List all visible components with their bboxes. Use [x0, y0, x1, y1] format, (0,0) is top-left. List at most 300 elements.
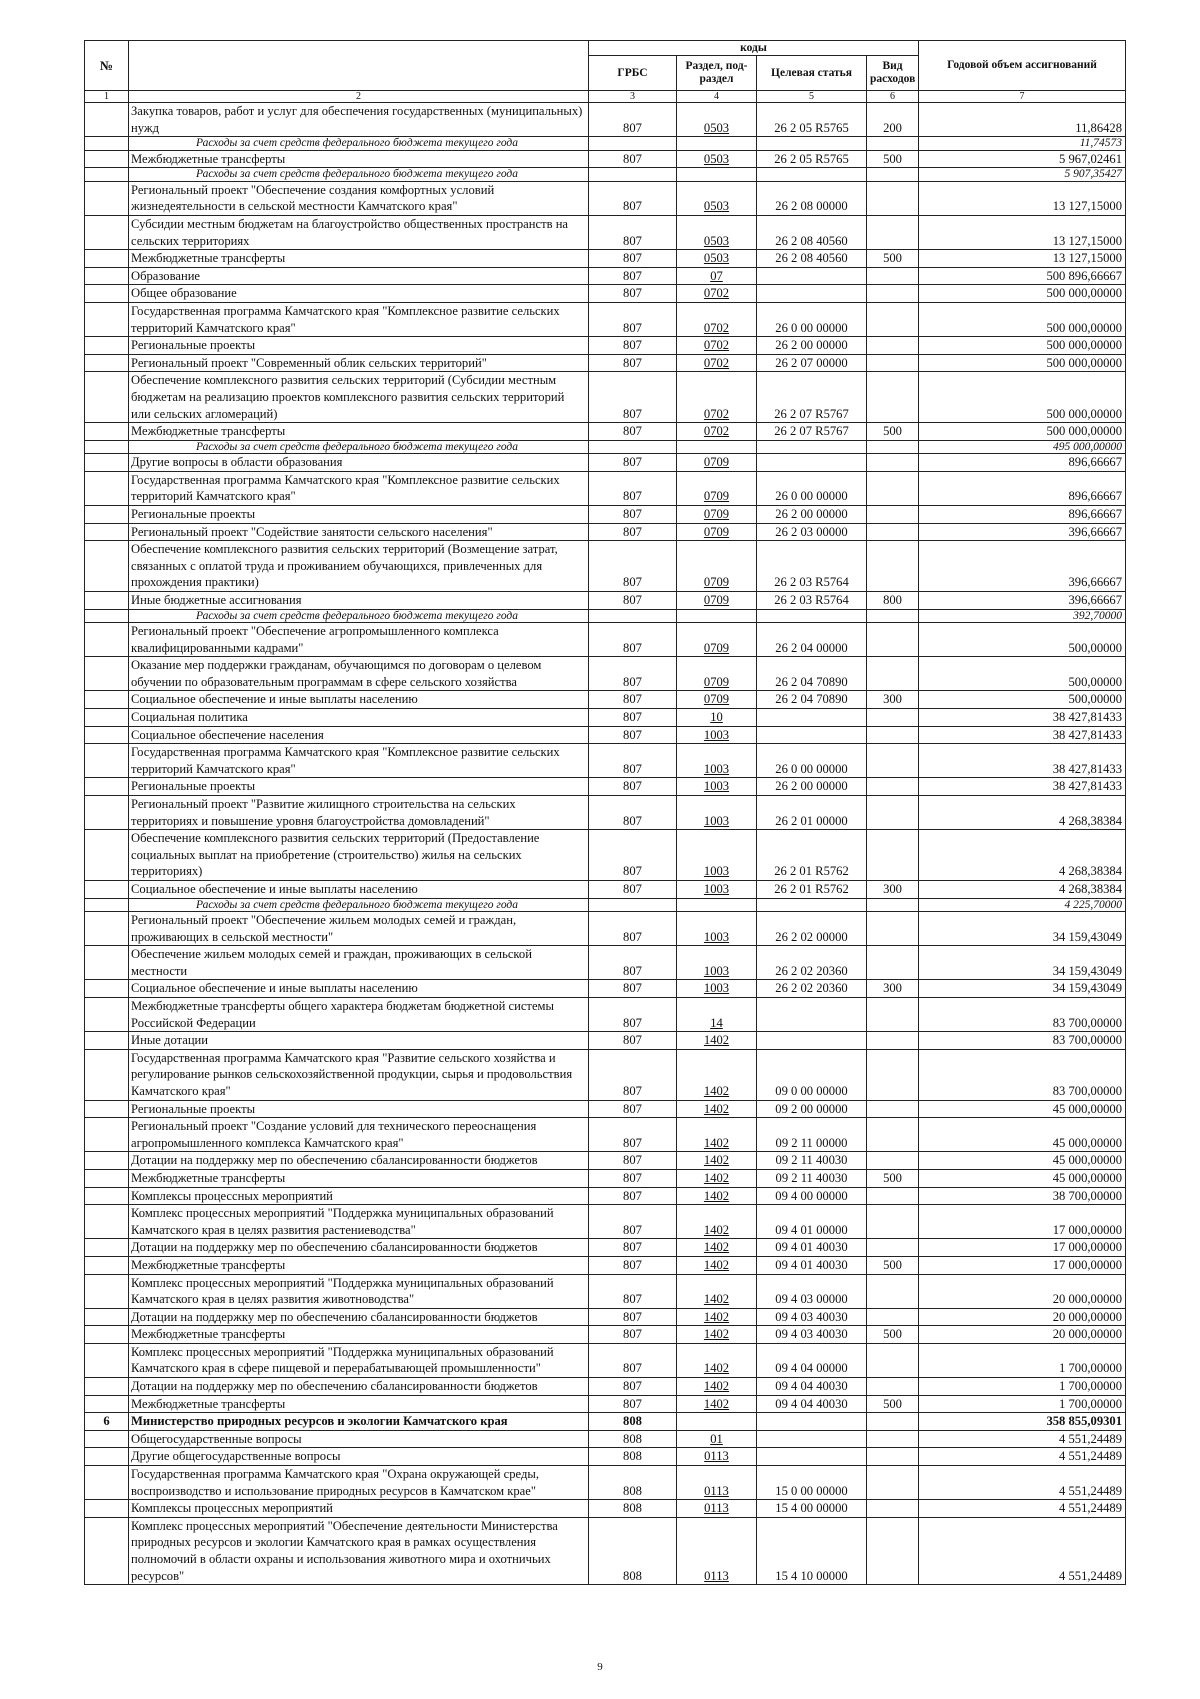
header-name — [129, 41, 589, 91]
row-sum: 83 700,00000 — [919, 998, 1126, 1032]
row-target: 26 2 07 R5767 — [757, 423, 867, 441]
row-section: 14 — [677, 998, 757, 1032]
row-grbs: 807 — [589, 830, 677, 881]
row-name: Расходы за счет средств федерального бюджета текущего года — [129, 440, 589, 454]
header-codes: коды — [589, 41, 919, 56]
row-name: Комплекс процессных мероприятий "Поддержка муниципальных образований Камчатского края в целях развития животноводства" — [129, 1274, 589, 1308]
page-number: 9 — [597, 1661, 603, 1673]
row-number — [85, 285, 129, 303]
row-section: 1402 — [677, 1187, 757, 1205]
row-number — [85, 215, 129, 249]
row-name: Комплекс процессных мероприятий "Обеспечение деятельности Министерства природных ресурсов и экологии Камчатского края в рамках осуществления полномочий в области охраны и использования животного мира и охотничьих ресурсов" — [129, 1517, 589, 1584]
row-name: Дотации на поддержку мер по обеспечению сбалансированности бюджетов — [129, 1239, 589, 1257]
row-type — [867, 541, 919, 592]
row-grbs: 807 — [589, 998, 677, 1032]
row-type — [867, 440, 919, 454]
row-type — [867, 1032, 919, 1050]
row-section: 0709 — [677, 523, 757, 541]
table-row — [85, 1239, 1126, 1257]
row-type: 500 — [867, 423, 919, 441]
row-type: 500 — [867, 1395, 919, 1413]
row-type — [867, 1049, 919, 1100]
row-grbs: 807 — [589, 1326, 677, 1344]
row-number — [85, 912, 129, 946]
row-sum: 13 127,15000 — [919, 250, 1126, 268]
row-target: 26 2 04 70890 — [757, 691, 867, 709]
row-grbs: 807 — [589, 250, 677, 268]
row-target: 09 2 11 00000 — [757, 1118, 867, 1152]
row-target — [757, 1413, 867, 1431]
row-section: 10 — [677, 709, 757, 727]
row-section: 1003 — [677, 980, 757, 998]
row-type: 500 — [867, 1256, 919, 1274]
row-section: 1402 — [677, 1378, 757, 1396]
row-type — [867, 1100, 919, 1118]
row-sum: 392,70000 — [919, 609, 1126, 623]
row-grbs: 807 — [589, 744, 677, 778]
table-row — [85, 1118, 1126, 1152]
row-grbs — [589, 168, 677, 182]
table-row — [85, 1500, 1126, 1518]
row-name: Государственная программа Камчатского края "Охрана окружающей среды, воспроизводство и использование природных ресурсов в Камчатском крае" — [129, 1466, 589, 1500]
row-number — [85, 795, 129, 829]
row-target: 09 4 01 40030 — [757, 1239, 867, 1257]
row-type: 300 — [867, 880, 919, 898]
row-grbs: 807 — [589, 372, 677, 423]
row-type — [867, 1343, 919, 1377]
row-section: 0702 — [677, 423, 757, 441]
row-grbs: 808 — [589, 1500, 677, 1518]
row-number — [85, 980, 129, 998]
row-name: Региональный проект "Развитие жилищного строительства на сельских территориях и повышение уровня благоустройства домовладений" — [129, 795, 589, 829]
row-type — [867, 726, 919, 744]
row-grbs: 807 — [589, 778, 677, 796]
row-sum: 20 000,00000 — [919, 1274, 1126, 1308]
row-name: Межбюджетные трансферты — [129, 423, 589, 441]
row-target: 26 0 00 00000 — [757, 471, 867, 505]
row-name: Общегосударственные вопросы — [129, 1430, 589, 1448]
row-sum: 396,66667 — [919, 591, 1126, 609]
row-type — [867, 354, 919, 372]
row-section: 1402 — [677, 1049, 757, 1100]
row-type: 500 — [867, 250, 919, 268]
row-section: 1402 — [677, 1274, 757, 1308]
row-target: 09 4 03 00000 — [757, 1274, 867, 1308]
row-number — [85, 830, 129, 881]
row-sum: 38 700,00000 — [919, 1187, 1126, 1205]
row-target: 26 2 07 R5767 — [757, 372, 867, 423]
row-name: Социальное обеспечение населения — [129, 726, 589, 744]
row-name: Региональный проект "Содействие занятости сельского населения" — [129, 523, 589, 541]
row-grbs: 807 — [589, 657, 677, 691]
row-type — [867, 215, 919, 249]
table-row — [85, 1326, 1126, 1344]
row-type — [867, 285, 919, 303]
row-name: Социальное обеспечение и иные выплаты населению — [129, 980, 589, 998]
note-row — [85, 168, 1126, 182]
row-number — [85, 998, 129, 1032]
row-name: Государственная программа Камчатского края "Развитие сельского хозяйства и регулирование рынков сельскохозяйственной продукции, сырья и продовольствия Камчатского края" — [129, 1049, 589, 1100]
row-target: 26 2 01 R5762 — [757, 880, 867, 898]
row-number — [85, 1118, 129, 1152]
row-section: 1003 — [677, 946, 757, 980]
row-grbs: 807 — [589, 103, 677, 137]
row-section: 0113 — [677, 1500, 757, 1518]
row-number — [85, 898, 129, 912]
row-type — [867, 1500, 919, 1518]
row-grbs: 807 — [589, 523, 677, 541]
header-target: Целевая статья — [757, 56, 867, 91]
row-name: Региональные проекты — [129, 1100, 589, 1118]
row-name: Межбюджетные трансферты — [129, 1169, 589, 1187]
row-type — [867, 1118, 919, 1152]
table-row — [85, 337, 1126, 355]
table-row — [85, 623, 1126, 657]
row-name: Субсидии местным бюджетам на благоустройство общественных пространств на сельских территориях — [129, 215, 589, 249]
row-number — [85, 1448, 129, 1466]
row-number — [85, 440, 129, 454]
row-name: Расходы за счет средств федерального бюджета текущего года — [129, 898, 589, 912]
row-target — [757, 454, 867, 472]
row-grbs: 807 — [589, 1239, 677, 1257]
table-row — [85, 1343, 1126, 1377]
row-sum: 4 551,24489 — [919, 1448, 1126, 1466]
row-target: 26 2 07 00000 — [757, 354, 867, 372]
row-type: 500 — [867, 1326, 919, 1344]
row-grbs — [589, 440, 677, 454]
row-section: 1003 — [677, 912, 757, 946]
row-grbs: 807 — [589, 215, 677, 249]
row-sum: 45 000,00000 — [919, 1152, 1126, 1170]
row-number — [85, 1032, 129, 1050]
row-number — [85, 337, 129, 355]
row-sum: 38 427,81433 — [919, 709, 1126, 727]
row-number — [85, 372, 129, 423]
row-name: Иные бюджетные ассигнования — [129, 591, 589, 609]
row-target: 26 0 00 00000 — [757, 302, 867, 336]
row-type — [867, 1466, 919, 1500]
row-number — [85, 946, 129, 980]
row-number — [85, 423, 129, 441]
row-target: 26 2 02 20360 — [757, 980, 867, 998]
row-name: Обеспечение жильем молодых семей и граждан, проживающих в сельской местности — [129, 946, 589, 980]
row-section: 0503 — [677, 250, 757, 268]
row-sum: 11,74573 — [919, 137, 1126, 151]
row-number — [85, 691, 129, 709]
row-sum: 500 000,00000 — [919, 302, 1126, 336]
row-type — [867, 454, 919, 472]
row-target: 26 2 08 40560 — [757, 215, 867, 249]
table-row — [85, 454, 1126, 472]
row-number — [85, 168, 129, 182]
row-target — [757, 137, 867, 151]
row-grbs: 807 — [589, 1343, 677, 1377]
row-sum: 17 000,00000 — [919, 1256, 1126, 1274]
table-row — [85, 215, 1126, 249]
row-sum: 396,66667 — [919, 541, 1126, 592]
row-type: 300 — [867, 980, 919, 998]
row-number: 6 — [85, 1413, 129, 1431]
row-sum: 896,66667 — [919, 454, 1126, 472]
row-number — [85, 1517, 129, 1584]
row-number — [85, 1239, 129, 1257]
row-name: Комплекс процессных мероприятий "Поддержка муниципальных образований Камчатского края в целях развития растениеводства" — [129, 1205, 589, 1239]
header-number: 7 — [919, 91, 1126, 103]
row-target — [757, 998, 867, 1032]
row-target: 26 2 00 00000 — [757, 505, 867, 523]
row-name: Межбюджетные трансферты — [129, 150, 589, 168]
row-sum: 500 000,00000 — [919, 354, 1126, 372]
row-section: 0702 — [677, 285, 757, 303]
row-number — [85, 880, 129, 898]
row-number — [85, 302, 129, 336]
row-number — [85, 1205, 129, 1239]
row-section: 1402 — [677, 1205, 757, 1239]
row-target: 09 0 00 00000 — [757, 1049, 867, 1100]
table-row — [85, 471, 1126, 505]
row-sum: 1 700,00000 — [919, 1395, 1126, 1413]
note-row — [85, 440, 1126, 454]
row-target: 26 2 03 R5764 — [757, 541, 867, 592]
row-name: Дотации на поддержку мер по обеспечению сбалансированности бюджетов — [129, 1308, 589, 1326]
row-section: 1003 — [677, 726, 757, 744]
row-number — [85, 657, 129, 691]
row-number — [85, 267, 129, 285]
row-name: Региональные проекты — [129, 337, 589, 355]
row-sum: 4 225,70000 — [919, 898, 1126, 912]
row-grbs: 807 — [589, 337, 677, 355]
row-number — [85, 726, 129, 744]
table-row — [85, 541, 1126, 592]
row-grbs: 807 — [589, 471, 677, 505]
row-number — [85, 1378, 129, 1396]
row-grbs: 807 — [589, 980, 677, 998]
row-target — [757, 1032, 867, 1050]
row-type: 500 — [867, 1169, 919, 1187]
row-sum: 500,00000 — [919, 623, 1126, 657]
table-row — [85, 1517, 1126, 1584]
row-grbs: 807 — [589, 150, 677, 168]
row-section: 0709 — [677, 454, 757, 472]
table-row — [85, 880, 1126, 898]
row-number — [85, 1343, 129, 1377]
row-type — [867, 137, 919, 151]
row-type — [867, 372, 919, 423]
row-name: Межбюджетные трансферты — [129, 1326, 589, 1344]
table-row — [85, 372, 1126, 423]
row-grbs: 807 — [589, 423, 677, 441]
row-grbs: 807 — [589, 1118, 677, 1152]
row-sum: 20 000,00000 — [919, 1308, 1126, 1326]
row-section: 1402 — [677, 1256, 757, 1274]
row-name: Общее образование — [129, 285, 589, 303]
row-grbs: 807 — [589, 726, 677, 744]
row-type — [867, 912, 919, 946]
row-name: Комплекс процессных мероприятий "Поддержка муниципальных образований Камчатского края в сфере пищевой и перерабатывающей промышленности" — [129, 1343, 589, 1377]
row-name: Межбюджетные трансферты общего характера бюджетам бюджетной системы Российской Федерации — [129, 998, 589, 1032]
row-sum: 17 000,00000 — [919, 1239, 1126, 1257]
row-grbs: 807 — [589, 795, 677, 829]
row-name: Региональные проекты — [129, 505, 589, 523]
row-sum: 11,86428 — [919, 103, 1126, 137]
row-type — [867, 623, 919, 657]
row-section: 0113 — [677, 1517, 757, 1584]
table-row — [85, 181, 1126, 215]
row-section: 1003 — [677, 778, 757, 796]
row-grbs: 807 — [589, 181, 677, 215]
row-sum: 500 000,00000 — [919, 337, 1126, 355]
row-sum: 4 551,24489 — [919, 1430, 1126, 1448]
table-row — [85, 709, 1126, 727]
row-section: 1003 — [677, 795, 757, 829]
row-sum: 495 000,00000 — [919, 440, 1126, 454]
row-type — [867, 898, 919, 912]
row-number — [85, 541, 129, 592]
row-number — [85, 1466, 129, 1500]
row-grbs: 807 — [589, 541, 677, 592]
row-target: 26 2 03 00000 — [757, 523, 867, 541]
row-name: Социальное обеспечение и иные выплаты населению — [129, 880, 589, 898]
row-sum: 500 896,66667 — [919, 267, 1126, 285]
row-name: Социальное обеспечение и иные выплаты населению — [129, 691, 589, 709]
row-section: 0503 — [677, 150, 757, 168]
row-sum: 358 855,09301 — [919, 1413, 1126, 1431]
row-number — [85, 1274, 129, 1308]
row-sum: 20 000,00000 — [919, 1326, 1126, 1344]
row-grbs: 807 — [589, 1395, 677, 1413]
table-row — [85, 744, 1126, 778]
row-section: 1402 — [677, 1032, 757, 1050]
row-section: 1402 — [677, 1118, 757, 1152]
row-number — [85, 1395, 129, 1413]
row-grbs — [589, 137, 677, 151]
row-section: 1003 — [677, 830, 757, 881]
table-row — [85, 1256, 1126, 1274]
table-row — [85, 1049, 1126, 1100]
row-name: Обеспечение комплексного развития сельских территорий (Предоставление социальных выплат на приобретение (строительство) жилья на сельских территориях) — [129, 830, 589, 881]
row-type — [867, 709, 919, 727]
table-row — [85, 1187, 1126, 1205]
row-sum: 500,00000 — [919, 657, 1126, 691]
row-number — [85, 1500, 129, 1518]
table-row — [85, 505, 1126, 523]
row-type — [867, 946, 919, 980]
row-number — [85, 181, 129, 215]
row-type: 500 — [867, 150, 919, 168]
row-type — [867, 337, 919, 355]
row-sum: 4 551,24489 — [919, 1517, 1126, 1584]
row-type — [867, 505, 919, 523]
row-grbs: 807 — [589, 1205, 677, 1239]
row-section: 1402 — [677, 1343, 757, 1377]
row-section: 0503 — [677, 103, 757, 137]
row-type — [867, 795, 919, 829]
row-type — [867, 168, 919, 182]
row-number — [85, 778, 129, 796]
row-number — [85, 1326, 129, 1344]
row-target: 09 2 00 00000 — [757, 1100, 867, 1118]
row-target: 26 2 02 00000 — [757, 912, 867, 946]
row-number — [85, 609, 129, 623]
row-number — [85, 709, 129, 727]
row-name: Другие вопросы в области образования — [129, 454, 589, 472]
row-section: 0503 — [677, 181, 757, 215]
row-type — [867, 302, 919, 336]
row-target — [757, 1430, 867, 1448]
row-name: Региональный проект "Обеспечение жильем молодых семей и граждан, проживающих в сельской местности" — [129, 912, 589, 946]
table-row — [85, 1308, 1126, 1326]
row-type: 300 — [867, 691, 919, 709]
row-section — [677, 609, 757, 623]
table-header — [85, 41, 1126, 103]
row-section — [677, 898, 757, 912]
row-grbs: 807 — [589, 454, 677, 472]
row-sum: 396,66667 — [919, 523, 1126, 541]
row-target: 26 2 00 00000 — [757, 337, 867, 355]
row-target — [757, 440, 867, 454]
row-grbs: 808 — [589, 1430, 677, 1448]
row-name: Государственная программа Камчатского края "Комплексное развитие сельских территорий Камчатского края" — [129, 471, 589, 505]
row-grbs: 808 — [589, 1448, 677, 1466]
row-section: 0702 — [677, 337, 757, 355]
row-sum: 45 000,00000 — [919, 1100, 1126, 1118]
table-row — [85, 795, 1126, 829]
row-sum: 38 427,81433 — [919, 778, 1126, 796]
row-section — [677, 168, 757, 182]
table-row — [85, 250, 1126, 268]
row-grbs: 807 — [589, 267, 677, 285]
row-target: 09 4 04 00000 — [757, 1343, 867, 1377]
row-target: 09 2 11 40030 — [757, 1152, 867, 1170]
table-row — [85, 267, 1126, 285]
row-sum: 896,66667 — [919, 505, 1126, 523]
row-section: 0709 — [677, 471, 757, 505]
row-sum: 4 268,38384 — [919, 880, 1126, 898]
row-sum: 500,00000 — [919, 691, 1126, 709]
row-grbs: 807 — [589, 1308, 677, 1326]
row-number — [85, 103, 129, 137]
row-name: Закупка товаров, работ и услуг для обеспечения государственных (муниципальных) нужд — [129, 103, 589, 137]
row-sum: 500 000,00000 — [919, 285, 1126, 303]
row-number — [85, 250, 129, 268]
row-grbs — [589, 609, 677, 623]
row-sum: 38 427,81433 — [919, 744, 1126, 778]
row-type — [867, 1239, 919, 1257]
row-target: 09 4 03 40030 — [757, 1308, 867, 1326]
header-type: Вид расходов — [867, 56, 919, 91]
row-sum: 1 700,00000 — [919, 1378, 1126, 1396]
row-type — [867, 1378, 919, 1396]
row-target: 26 2 01 00000 — [757, 795, 867, 829]
row-grbs: 807 — [589, 623, 677, 657]
row-sum: 17 000,00000 — [919, 1205, 1126, 1239]
note-row — [85, 137, 1126, 151]
row-sum: 38 427,81433 — [919, 726, 1126, 744]
row-grbs: 807 — [589, 505, 677, 523]
row-grbs: 807 — [589, 709, 677, 727]
row-section — [677, 1413, 757, 1431]
row-type — [867, 1430, 919, 1448]
row-name: Обеспечение комплексного развития сельских территорий (Субсидии местным бюджетам на реализацию проектов комплексного развития сельских территорий или сельских агломераций) — [129, 372, 589, 423]
row-target: 09 4 04 40030 — [757, 1395, 867, 1413]
row-number — [85, 623, 129, 657]
row-name: Региональный проект "Создание условий для технического переоснащения агропромышленного комплекса Камчатского края" — [129, 1118, 589, 1152]
header-number: 6 — [867, 91, 919, 103]
header-sum: Годовой объем ассигнований — [919, 41, 1126, 91]
row-section — [677, 137, 757, 151]
row-target: 09 4 01 40030 — [757, 1256, 867, 1274]
row-number — [85, 150, 129, 168]
